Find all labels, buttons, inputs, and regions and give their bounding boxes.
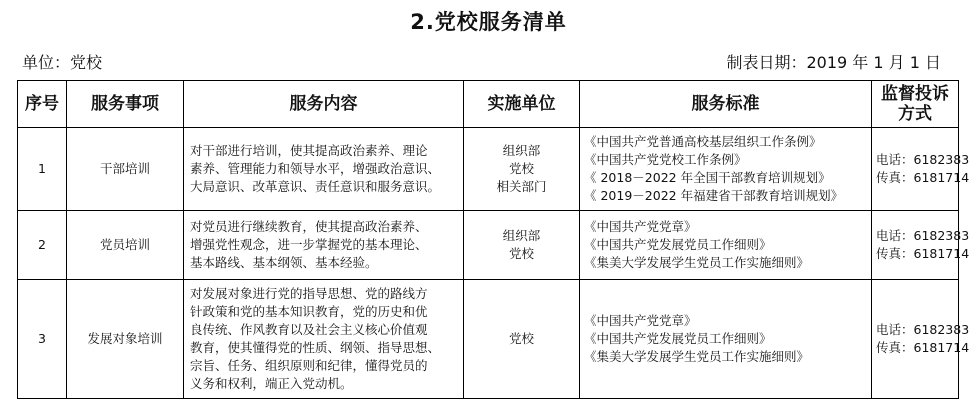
- header-contact-line: 监督投诉: [881, 84, 949, 104]
- phone-number: 电话：6182383: [876, 228, 970, 243]
- header-num: 序号: [18, 81, 67, 128]
- header-content: 服务内容: [184, 81, 464, 128]
- unit-line: 组织部: [502, 143, 541, 158]
- content-line: 良传统、作风教育以及社会主义核心价值观: [190, 322, 428, 337]
- unit-line: 党校: [508, 331, 534, 346]
- standard-line: 《中国共产党发展党员工作细则》: [584, 237, 772, 252]
- service-content: [184, 211, 464, 280]
- header-standard: 服务标准: [580, 81, 872, 128]
- row-number: 2: [18, 211, 67, 280]
- content-line: 教育，使其懂得党的性质、纲领、指导思想、: [190, 340, 441, 355]
- service-content: [184, 280, 464, 399]
- header-unit: 实施单位: [464, 81, 580, 128]
- phone-number: 电话：6182383: [876, 152, 970, 167]
- service-item: 党员培训: [67, 211, 184, 280]
- service-standard: [580, 128, 872, 211]
- fax-number: 传真：6181714: [876, 340, 970, 355]
- content-line: 针政策和党的基本知识教育，党的历史和优: [190, 304, 428, 319]
- service-standard: [580, 280, 872, 399]
- implementing-unit: [464, 128, 580, 211]
- row-number: 3: [18, 280, 67, 399]
- implementing-unit: [464, 211, 580, 280]
- contact-info: [872, 280, 970, 399]
- implementing-unit: [464, 280, 580, 399]
- standard-line: 《集美大学发展学生党员工作实施细则》: [584, 255, 810, 270]
- content-line: 宗旨、任务、组织原则和纪律，懂得党员的: [190, 358, 428, 373]
- content-line: 素养、管理能力和领导水平，增强政治意识、: [190, 161, 441, 176]
- standard-line: 《中国共产党党章》: [584, 219, 697, 234]
- unit-line: 组织部: [502, 228, 541, 243]
- content-line: 大局意识、改革意识、责任意识和服务意识。: [190, 179, 441, 194]
- content-line: 义务和权利，端正入党动机。: [190, 376, 353, 391]
- standard-line: 《 2019－2022 年福建省干部教育培训规划》: [584, 188, 844, 203]
- header-item: 服务事项: [67, 81, 184, 128]
- table-row: [18, 280, 959, 399]
- fax-number: 传真：6181714: [876, 246, 970, 261]
- content-line: 增强党性观念，进一步掌握党的基本理论、: [190, 237, 428, 252]
- content-line: 对干部进行培训，使其提高政治素养、理论: [190, 143, 428, 158]
- unit-label: 单位：党校: [22, 53, 103, 72]
- contact-info: [872, 128, 970, 211]
- content-line: 对发展对象进行党的指导思想、党的路线方: [190, 286, 428, 301]
- content-line: 对党员进行继续教育，使其提高政治素养、: [190, 219, 428, 234]
- unit-line: 党校: [508, 246, 534, 261]
- standard-line: 《中国共产党党校工作条例》: [584, 152, 747, 167]
- phone-number: 电话：6182383: [876, 322, 970, 337]
- service-item: 发展对象培训: [67, 280, 184, 399]
- service-item: 干部培训: [67, 128, 184, 211]
- standard-line: 《中国共产党党章》: [584, 313, 697, 328]
- standard-line: 《中国共产党普通高校基层组织工作条例》: [584, 134, 822, 149]
- service-standard: [580, 211, 872, 280]
- header-contact-line: 方式: [898, 104, 932, 124]
- standard-line: 《中国共产党发展党员工作细则》: [584, 331, 772, 346]
- page-title: 2.党校服务清单: [410, 10, 567, 34]
- table-row: [18, 211, 959, 280]
- standard-line: 《集美大学发展学生党员工作实施细则》: [584, 349, 810, 364]
- table-row: [18, 128, 959, 211]
- standard-line: 《 2018－2022 年全国干部教育培训规划》: [584, 170, 831, 185]
- unit-line: 相关部门: [496, 179, 547, 194]
- content-line: 基本路线、基本纲领、基本经验。: [190, 255, 378, 270]
- header-contact: [872, 81, 959, 128]
- date-label: 制表日期：2019 年 1 月 1 日: [726, 53, 941, 72]
- contact-info: [872, 211, 970, 280]
- unit-line: 党校: [508, 161, 534, 176]
- service-content: [184, 128, 464, 211]
- service-table: [17, 80, 970, 399]
- table-header-row: [18, 81, 959, 128]
- fax-number: 传真：6181714: [876, 170, 970, 185]
- row-number: 1: [18, 128, 67, 211]
